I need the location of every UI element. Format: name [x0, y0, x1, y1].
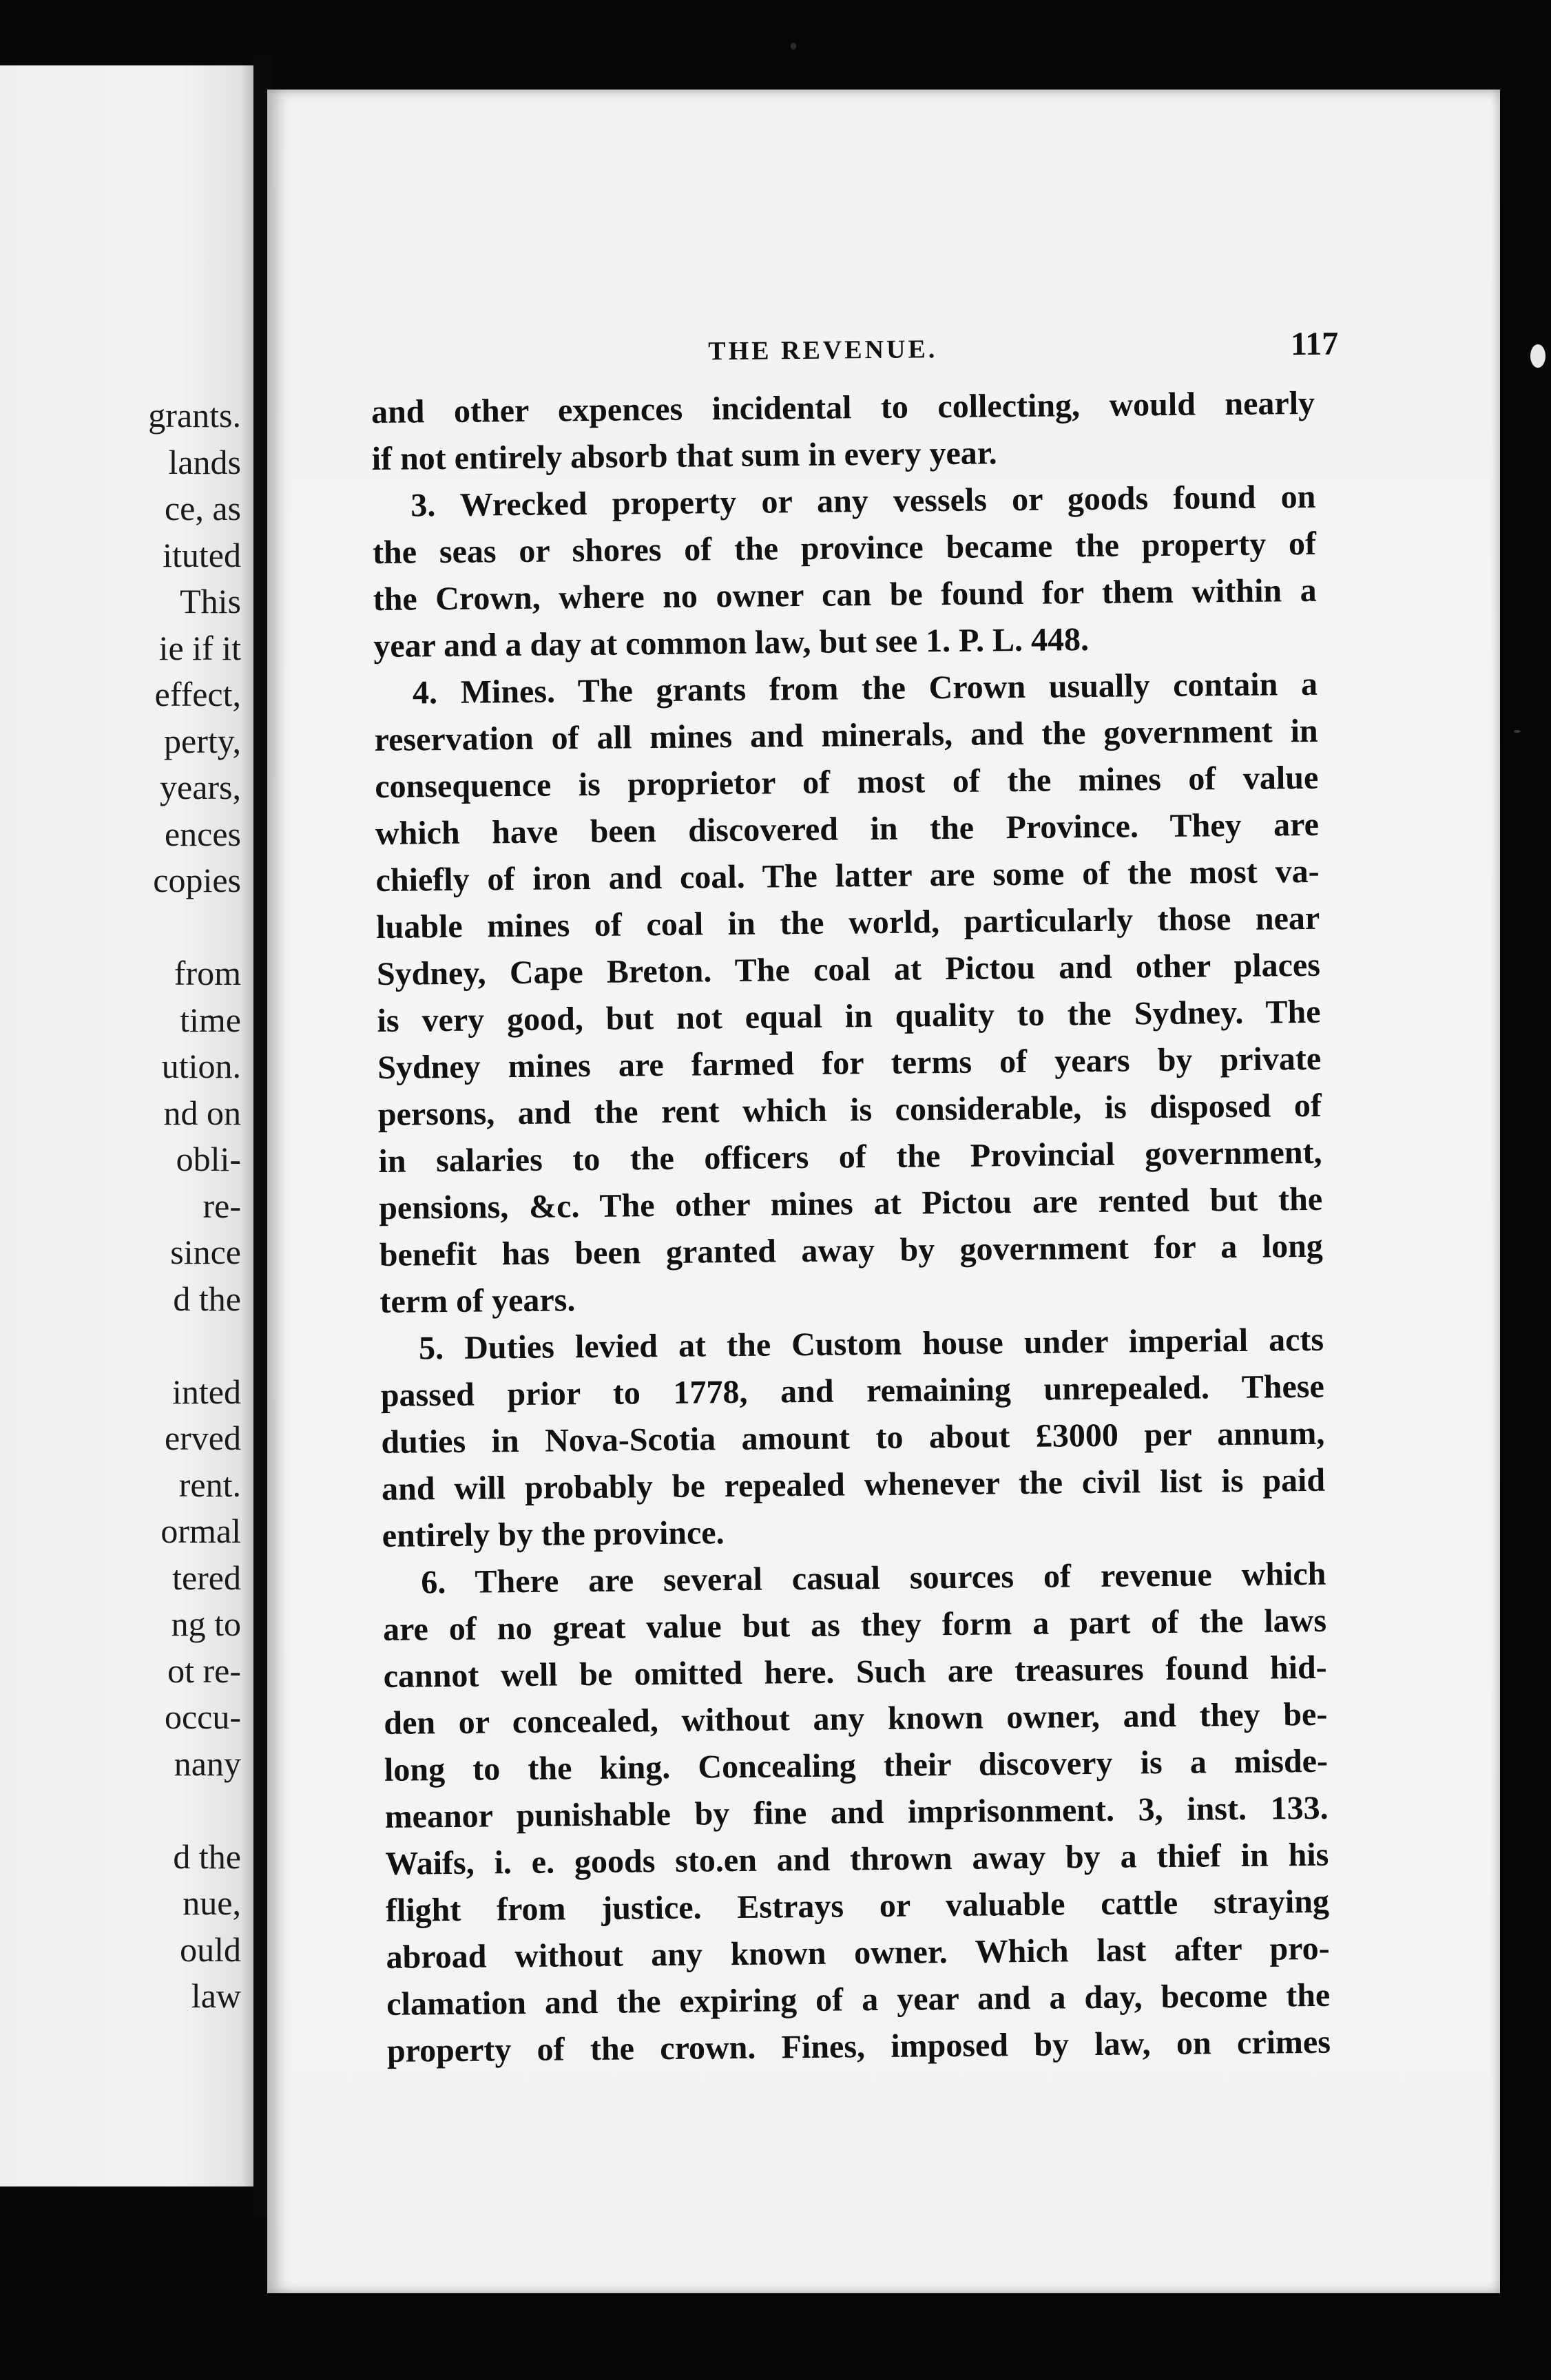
left-line-gap	[0, 1787, 241, 1834]
left-line: time	[180, 1000, 241, 1039]
left-line: re-	[202, 1186, 241, 1225]
running-title: THE REVENUE.	[708, 335, 938, 366]
text-line: which have been discovered in the Province. They are	[375, 806, 1320, 852]
text-line: term of years.	[379, 1282, 576, 1320]
running-head	[371, 325, 1339, 389]
left-line: obli-	[176, 1140, 241, 1178]
left-line: This	[180, 582, 241, 620]
text-line: property of the crown. Fines, imposed by law, on crimes	[386, 2023, 1331, 2069]
left-line: ution.	[161, 1047, 241, 1085]
text-line: luable mines of coal in the world, particularly those near	[376, 899, 1320, 946]
left-line: law	[191, 1976, 241, 2015]
left-line: erved	[164, 1419, 241, 1457]
left-line: ormal	[160, 1512, 241, 1550]
text-line: den or concealed, without any known owner, and they be-	[384, 1695, 1328, 1742]
left-line: ie if it	[158, 628, 241, 667]
left-line: ences	[164, 814, 241, 853]
left-line-gap	[0, 904, 241, 951]
text-line: is very good, but not equal in quality to the Sydney. The	[377, 993, 1321, 1039]
text-line: Sydney mines are farmed for terms of years by private	[377, 1040, 1322, 1086]
left-line: inted	[172, 1372, 241, 1411]
text-line: in salaries to the officers of the Provincial government,	[378, 1134, 1322, 1180]
text-line: passed prior to 1778, and remaining unrepealed. These	[380, 1368, 1324, 1414]
left-line: grants.	[148, 396, 241, 435]
text-line: clamation and the expiring of a year and a day, become the	[386, 1976, 1331, 2023]
scan-speck	[1514, 730, 1521, 733]
text-line: 5. Duties levied at the Custom house under imperial acts	[418, 1321, 1324, 1367]
text-line: Sydney, Cape Breton. The coal at Pictou and other places	[376, 946, 1321, 992]
text-line: benefit has been granted away by government for a long	[379, 1227, 1324, 1273]
text-line: are of no great value but as they form a part of the laws	[382, 1602, 1327, 1648]
text-line: 4. Mines. The grants from the Crown usually contain a	[412, 665, 1318, 711]
left-line: ould	[180, 1930, 241, 1969]
scan-speck	[1530, 344, 1545, 368]
text-line: consequence is proprietor of most of the mines of value	[375, 759, 1319, 805]
text-line: persons, and the rent which is considerable, is disposed of	[377, 1087, 1322, 1133]
left-line: lands	[168, 442, 241, 481]
text-line: if not entirely absorb that sum in every year.	[371, 435, 997, 477]
text-line: year and a day at common law, but see 1. P. L. 448.	[373, 621, 1090, 665]
left-line: from	[174, 954, 241, 992]
left-line: ituted	[163, 535, 241, 574]
left-line-gap	[0, 1322, 241, 1369]
left-line: perty,	[164, 721, 241, 760]
left-page-text	[0, 393, 241, 2020]
text-line: meanor punishable by fine and imprisonment. 3, inst. 133.	[384, 1789, 1329, 1835]
text-line: 3. Wrecked property or any vessels or goods found on	[410, 478, 1316, 524]
left-line: ot re-	[167, 1651, 241, 1690]
text-line: entirely by the province.	[382, 1514, 725, 1554]
text-line: long to the king. Concealing their discovery is a misde-	[384, 1742, 1329, 1788]
left-line: years,	[160, 768, 241, 806]
left-line: nany	[174, 1744, 241, 1783]
text-line: the Crown, where no owner can be found for them within a	[373, 572, 1317, 618]
left-line: tered	[172, 1558, 241, 1597]
left-line: d the	[173, 1279, 241, 1318]
text-line: abroad without any known owner. Which last after pro-	[386, 1930, 1330, 1976]
left-line: ce, as	[164, 489, 241, 528]
text-line: chiefly of iron and coal. The latter are some of the most va-	[375, 853, 1320, 899]
text-line: Waifs, i. e. goods sto.en and thrown away by a thief in his	[385, 1836, 1329, 1882]
text-line: cannot well be omitted here. Such are treasures found hid-	[383, 1649, 1327, 1695]
text-line: pensions, &c. The other mines at Pictou are rented but the	[378, 1180, 1323, 1226]
left-line: since	[170, 1233, 241, 1271]
page-number: 117	[1290, 325, 1339, 363]
left-line: nue,	[183, 1883, 241, 1922]
right-page	[267, 90, 1500, 2293]
left-line: occu-	[164, 1698, 241, 1736]
left-line: ng to	[171, 1605, 241, 1643]
left-line: copies	[153, 861, 241, 899]
body-text	[371, 380, 1331, 2075]
left-line: effect,	[154, 675, 241, 713]
left-facing-page	[0, 65, 253, 2186]
text-line: and will probably be repealed whenever the civil list is paid	[381, 1461, 1326, 1507]
text-line: the seas or shores of the province became the property of	[372, 525, 1317, 571]
text-line: and other expences incidental to collecting, would nearly	[371, 384, 1315, 430]
left-line: rent.	[178, 1465, 241, 1504]
scan-speck	[791, 43, 796, 50]
text-line: flight from justice. Estrays or valuable cattle straying	[385, 1883, 1330, 1929]
text-line: 6. There are several casual sources of revenue which	[421, 1555, 1326, 1601]
left-line: d the	[173, 1837, 241, 1876]
text-line: duties in Nova-Scotia amount to about £3000 per annum,	[381, 1415, 1325, 1461]
text-line: reservation of all mines and minerals, and the government in	[374, 712, 1318, 758]
left-line: nd on	[163, 1093, 241, 1132]
page-text-block	[371, 325, 1339, 2075]
